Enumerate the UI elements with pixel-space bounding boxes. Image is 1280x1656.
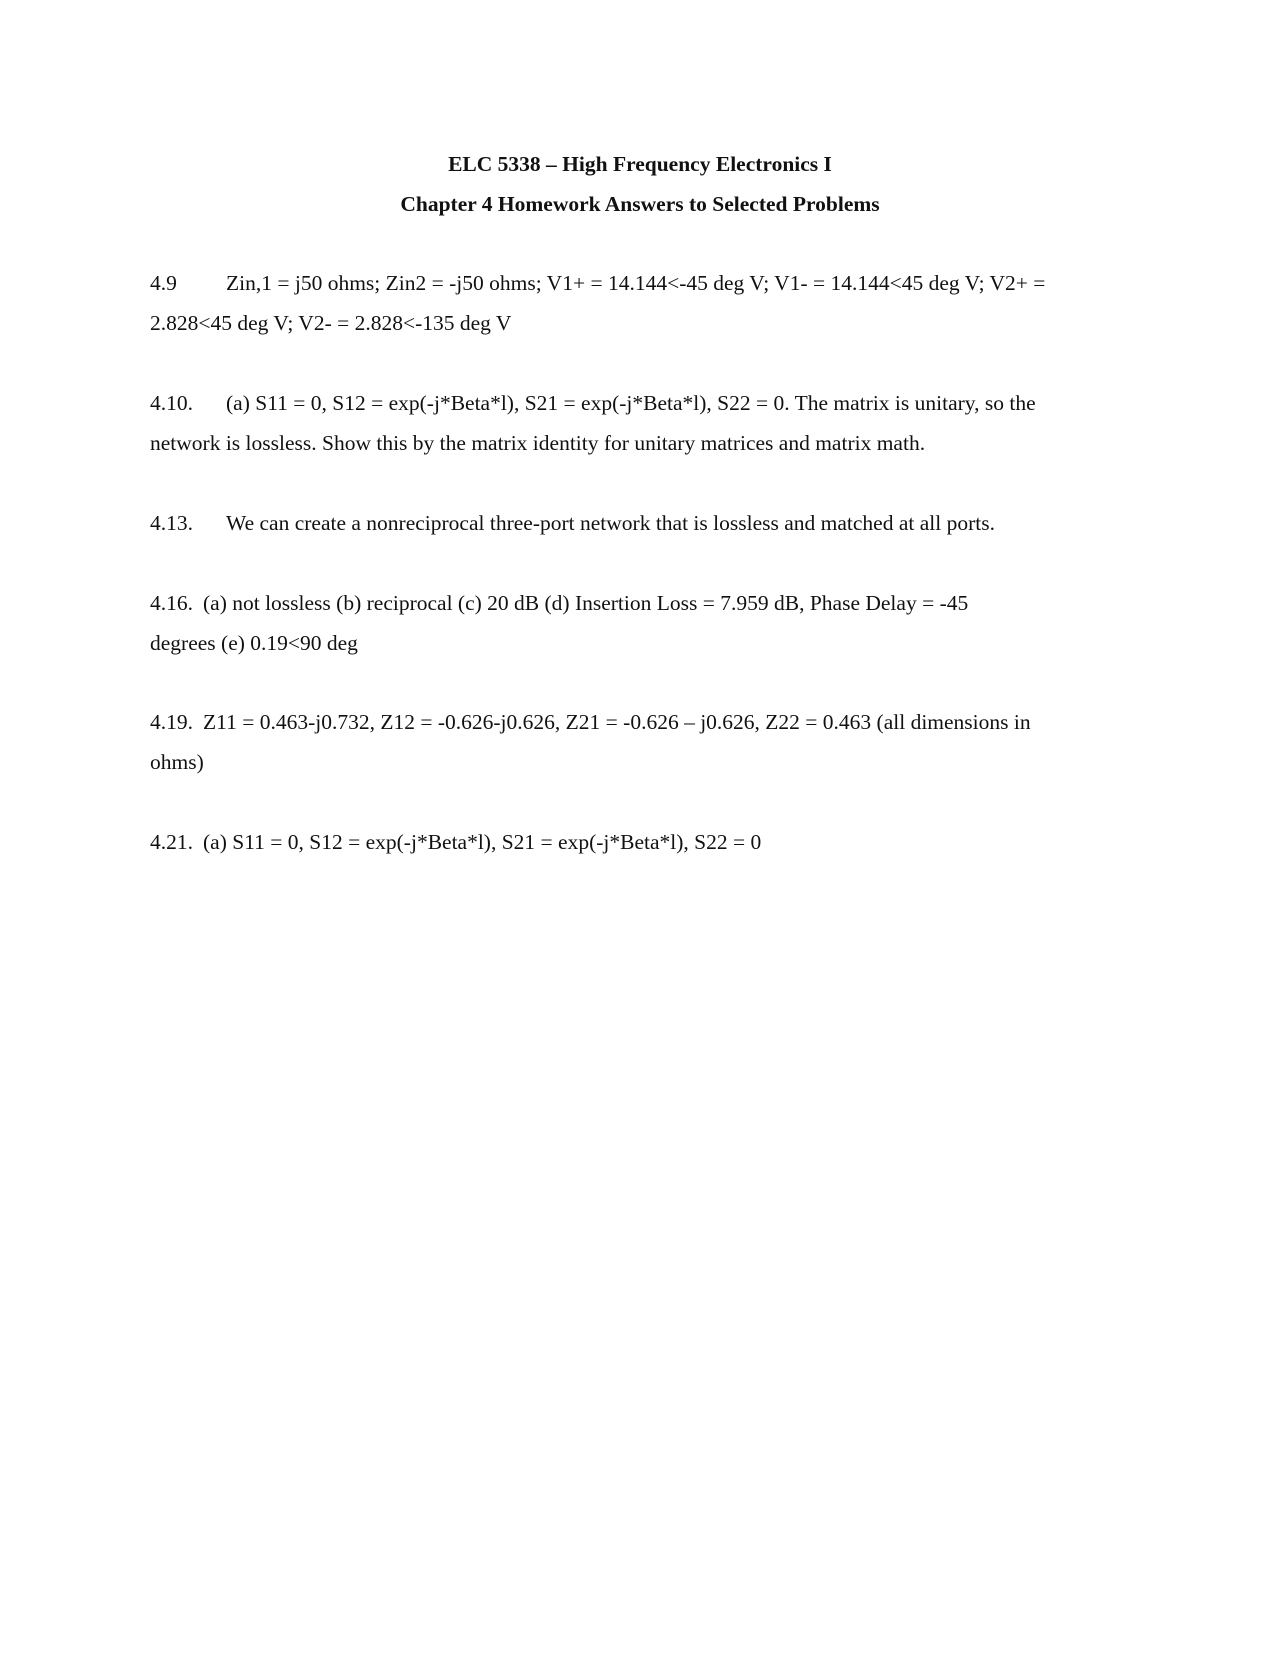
answer-4-16 (150, 583, 1105, 663)
answer-4-9 (150, 263, 1105, 343)
answer-text: (a) S11 = 0, S12 = exp(-j*Beta*l), S21 = exp(-j*Beta*l), S22 = 0. The matrix is unitary, so the (226, 391, 1036, 415)
problem-number: 4.13. (150, 511, 193, 535)
course-title: ELC 5338 – High Frequency Electronics I (448, 152, 832, 176)
answer-continuation: 2.828<45 deg V; V2- = 2.828<-135 deg V (150, 311, 512, 335)
answer-line (150, 583, 1105, 623)
answer-4-13 (150, 503, 1105, 543)
answer-continuation: ohms) (150, 750, 204, 774)
answer-continuation: network is lossless. Show this by the matrix identity for unitary matrices and matrix math. (150, 431, 926, 455)
answer-continuation: degrees (e) 0.19<90 deg (150, 631, 358, 655)
answer-4-21 (150, 822, 1105, 862)
answer-text: We can create a nonreciprocal three-port network that is lossless and matched at all ports. (226, 511, 995, 535)
problem-number: 4.16. (150, 591, 193, 615)
answer-text: Zin,1 = j50 ohms; Zin2 = -j50 ohms; V1+ = 14.144<-45 deg V; V1- = 14.144<45 deg V; V2+ = (226, 271, 1046, 295)
answer-text: (a) S11 = 0, S12 = exp(-j*Beta*l), S21 = exp(-j*Beta*l), S22 = 0 (203, 830, 762, 854)
answer-line (150, 503, 1105, 543)
answer-line (150, 383, 1105, 423)
problem-number: 4.21. (150, 830, 193, 854)
answer-text: Z11 = 0.463-j0.732, Z12 = -0.626-j0.626, Z21 = -0.626 – j0.626, Z22 = 0.463 (all dimensions in (203, 710, 1031, 734)
problem-number: 4.9 (150, 271, 177, 295)
answer-4-10 (150, 383, 1105, 463)
answer-line (150, 702, 1105, 742)
answer-text: (a) not lossless (b) reciprocal (c) 20 dB (d) Insertion Loss = 7.959 dB, Phase Delay = -45 (203, 591, 969, 615)
problem-number: 4.10. (150, 391, 193, 415)
page-subtitle: Chapter 4 Homework Answers to Selected Problems (400, 192, 880, 216)
answer-line (150, 822, 1105, 862)
answer-4-19 (150, 702, 1105, 782)
answer-line (150, 263, 1105, 303)
problem-number: 4.19. (150, 710, 193, 734)
